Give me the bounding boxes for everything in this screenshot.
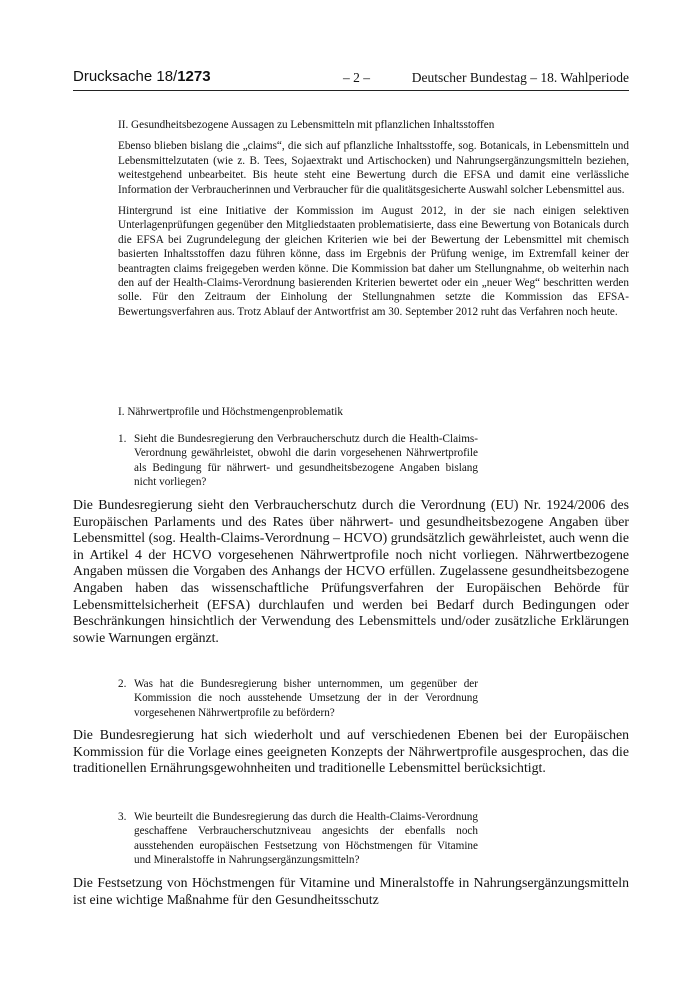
section-ii-paragraph-1: Ebenso blieben bislang die „claims“, die sich auf pflanzliche Inhaltsstoffe, sog. Botanicals, in Lebensmitteln und Lebensmittelzutaten (wie z. B. Tees, Sojaextrakt und Artischocken) und Nahrungsergänzungsmitteln beziehen, weitestgehend unbearbeitet. Bis heute steht eine Bewertung durch die EFSA und damit eine verlässliche Information der Verbraucherinnen und Verbraucher für die qualitätsgesicherte Auswahl solcher Lebensmittel aus. — [118, 140, 629, 196]
page-number: – 2 – — [343, 70, 370, 85]
answer-2-text: Die Bundesregierung hat sich wiederholt und auf verschiedenen Ebenen bei der Europäischen Kommission für die Vorlage eines geeigneten Konzepts der Nährwertprofile ausgesprochen, das die traditionellen Ernährungsgewohnheiten und traditionelle Lebensmittel berücksichtigt. — [73, 727, 629, 776]
question-2-number: 2. — [118, 678, 127, 690]
section-ii-paragraph-2: Hintergrund ist eine Initiative der Kommission im August 2012, in der sie nach einigen selektiven Unterlagenprüfungen gegenüber den Mitgliedstaaten problematisierte, dass eine Bewertung von Botanicals durch die EFSA bei Zugrundelegung der gleichen Kriterien wie bei der Bewertung der Lebensmittel mit chemisch basierten Inhaltsstoffen dazu führen könne, dass im Ergebnis der Prüfung wenige, im Extremfall keiner der beantragten claims freigegeben werden könne. Die Kommission bat daher um Stellungnahme, ob weiterhin nach den auf der Health-Claims-Verordnung basierenden Kriterien bewertet oder ein „neuer Weg“ beschritten werden solle. Für den Zeitraum der Einholung der Stellungnahmen setzte die Kommission das EFSA-Bewertungsverfahren aus. Trotz Ablauf der Antwortfrist am 30. September 2012 ruht das Verfahren noch heute. — [118, 205, 629, 318]
section-ii — [118, 118, 629, 319]
section-ii-heading: II. Gesundheitsbezogene Aussagen zu Lebensmitteln mit pflanzlichen Inhaltsstoffen — [118, 119, 495, 131]
section-i-heading: I. Nährwertprofile und Höchstmengenproblematik — [118, 406, 343, 418]
question-3 — [118, 810, 478, 868]
question-2 — [118, 677, 478, 720]
answer-1 — [73, 497, 629, 646]
answer-1-text: Die Bundesregierung sieht den Verbraucherschutz durch die Verordnung (EU) Nr. 1924/2006 des Europäischen Parlaments und des Rates über nährwert- und gesundheitsbezogene Angaben über Lebensmittel (sog. Health-Claims-Verordnung – HCVO) grundsätzlich gewährleistet, auch wenn die in Artikel 4 der HCVO vorgesehenen Nährwertprofile noch nicht vorliegen. Nährwertbezogene Angaben müssen die Vorgaben des Anhangs der HCVO erfüllen. Zugelassene gesundheitsbezogene Angaben haben das wissenschaftliche Prüfungsverfahren der Europäischen Behörde für Lebensmittelsicherheit (EFSA) durchlaufen und werden bei Bedarf durch Bedingungen oder Beschränkungen hinsichtlich der Verwendung des Lebensmittels und/oder zusätzliche Erklärungen sowie Warnungen ergänzt. — [73, 497, 629, 645]
parliament-label: Deutscher Bundestag – 18. Wahlperiode — [411, 70, 629, 85]
answer-3-text: Die Festsetzung von Höchstmengen für Vitamine und Mineralstoffe in Nahrungsergänzungsmitteln ist eine wichtige Maßnahme für den Gesundheitsschutz — [73, 875, 629, 907]
document-number: Drucksache 18/1273 — [73, 68, 211, 85]
page-header — [73, 68, 629, 91]
question-3-number: 3. — [118, 811, 127, 823]
answer-2 — [73, 727, 629, 777]
answer-3 — [73, 875, 629, 908]
question-3-text: Wie beurteilt die Bundesregierung das durch die Health-Claims-Verordnung geschaffene Verbraucherschutzniveau angesichts der ebenfalls noch ausstehenden europäischen Festsetzung von Höchstmengen für Vitamine und Mineralstoffe in Nahrungsergänzungsmitteln? — [134, 811, 478, 867]
question-1 — [118, 432, 478, 490]
question-1-text: Sieht die Bundesregierung den Verbraucherschutz durch die Health-Claims-Verordnung gewährleistet, obwohl die darin vorgesehenen Nährwertprofile als Bedingung für nährwert- und gesundheitsbezogene Angaben bislang nicht vorliegen? — [134, 433, 478, 489]
question-1-number: 1. — [118, 433, 127, 445]
question-2-text: Was hat die Bundesregierung bisher unternommen, um gegenüber der Kommission die noch ausstehende Umsetzung der in der Verordnung vorgesehenen Nährwertprofile zu befördern? — [134, 678, 478, 719]
